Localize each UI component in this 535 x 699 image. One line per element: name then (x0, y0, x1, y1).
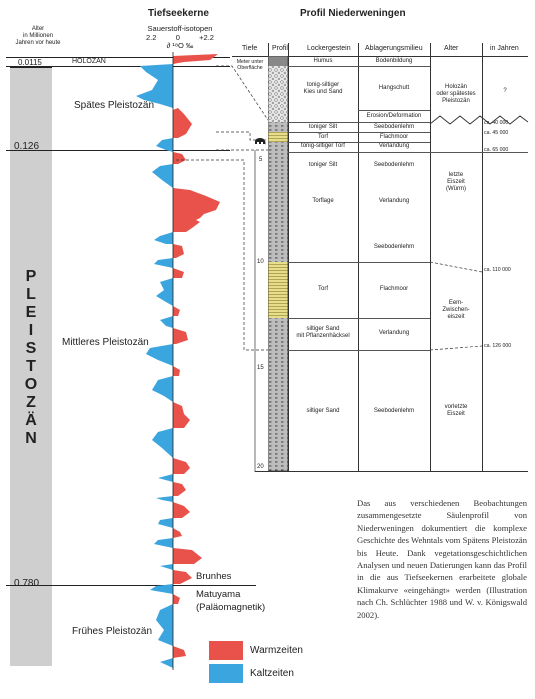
mag-matuyama: Matuyama (196, 589, 241, 600)
jahre-126: ca. 126 000 (484, 343, 512, 349)
alter-eem-2: Zwischen- (442, 307, 470, 313)
mi-verlandung2: Verlandung (378, 198, 410, 204)
col-tiefe: Tiefe (242, 45, 258, 52)
age-header-line1: Alter (31, 26, 45, 32)
tick-126: 0.126 (14, 141, 40, 152)
jahre-65: ca. 65 000 (484, 147, 509, 153)
mi-erosion: Erosion/Deformation (366, 113, 422, 119)
depth-5: 5 (259, 157, 263, 163)
alter-eem-1: Eem- (448, 300, 464, 306)
mi-verlandung3: Verlandung (378, 330, 410, 336)
isotope-scale-neg: 2.2 (146, 32, 157, 42)
age-header-line2: in Millionen (22, 33, 53, 39)
era-mittel: Mittleres Pleistozän (62, 337, 149, 348)
pleist-letter: L (26, 286, 36, 303)
col-lockergestein: Lockergestein (307, 45, 351, 52)
pleist-letter: T (26, 358, 36, 375)
pleist-letter: E (25, 304, 37, 321)
col-milieu: Ablagerungsmilieu (365, 45, 423, 52)
pleist-letter: Ä (25, 412, 37, 429)
jahre-45: ca. 45 000 (484, 130, 509, 136)
isotope-unit: ∂ ¹⁸O ‰ (166, 41, 194, 50)
alter-eem-3: eiszeit (447, 314, 465, 320)
figure-caption: Das aus verschiedenen Beobachtungen zusammengesetzte Säulenprofil von Niederweningen dokumentiert die komplexe Geschichte des Wehntals vom Spätens Pleistozän bis Heute. Dank vegetationsgeschichtlichen Analysen und neuen Datierungen kann das Profil in die aus Tiefseekernen erarbeitete globale Klimakurve «eingehängt» werden (Illustration nach Ch. Schlüchter 1988 und W. v. Königswald 2002). (357, 498, 527, 620)
isotope-header-label: Sauerstoff-isotopen (147, 24, 213, 33)
lg-kies-2: Kies und Sand (303, 89, 343, 95)
alter-vorletzte-1: vorletzte (444, 404, 468, 410)
alter-vorletzte-2: Eiszeit (447, 411, 465, 417)
lg-sand-pfl-2: mit Pflanzenhäcksel (296, 333, 350, 339)
mi-seeboden1: Seebodenlehm (373, 124, 415, 130)
lg-silt1: toniger Silt (308, 124, 338, 130)
tick-0115: 0.0115 (18, 58, 42, 67)
legend-warm-label: Warmzeiten (250, 645, 303, 656)
lg-sand: siltiger Sand (306, 408, 340, 414)
alter-eiszeit-3: (Würm) (446, 186, 466, 192)
depth-15: 15 (257, 365, 264, 371)
jahre-110: ca. 110 000 (484, 267, 511, 273)
depth-10: 10 (257, 259, 264, 265)
lg-kies-1: tonig-siltiger (306, 82, 340, 88)
jahre-q: ? (503, 88, 507, 94)
age-header-line3: Jahren vor heute (15, 40, 61, 46)
alter-eiszeit-2: Eiszeit (447, 179, 465, 185)
mi-flachmoor1: Flachmoor (379, 134, 409, 140)
isotope-scale-pos: +2.2 (199, 32, 214, 42)
jahre-40: ca. 40 000 (484, 120, 509, 126)
tick-780: 0.780 (14, 578, 40, 589)
col-jahre: in Jahren (490, 45, 519, 52)
holozaen-label: HOLOZÄN (72, 58, 106, 65)
lg-tonig-torf: tonig-siltiger Torf (301, 143, 345, 149)
depth-20: 20 (257, 464, 264, 470)
lg-torf1: Torf (317, 134, 328, 140)
tiefseekerne-title: Tiefseekerne (148, 8, 209, 19)
pleist-letter: I (28, 322, 34, 339)
alter-holozaen-2: oder spätestes (436, 91, 476, 97)
era-spaet: Spätes Pleistozän (74, 100, 155, 111)
alter-holozaen-3: Pleistozän (442, 98, 470, 104)
pleist-letter: P (25, 268, 37, 285)
mi-hang: Hangschutt (378, 85, 410, 91)
lg-silt2: toniger Silt (308, 162, 338, 168)
lg-torflage: Torflage (312, 198, 334, 204)
mi-seeboden3: Seebodenlehm (373, 244, 415, 250)
pleist-letter: S (25, 340, 37, 357)
era-frueh: Frühes Pleistozän (72, 626, 153, 637)
mi-seeboden2: Seebodenlehm (373, 162, 415, 168)
pleist-letter: Z (26, 394, 36, 411)
surface-line2: Oberfläche (237, 65, 263, 71)
mi-flachmoor2: Flachmoor (379, 286, 409, 292)
lg-sand-pfl-1: siltiger Sand (306, 326, 340, 332)
mi-boden: Bodenbildung (375, 58, 413, 64)
mi-seeboden4: Seebodenlehm (373, 408, 415, 414)
pleist-letter: O (24, 376, 38, 393)
legend-cold-label: Kaltzeiten (250, 668, 294, 679)
col-alter: Alter (444, 45, 459, 52)
profile-title: Profil Niederweningen (300, 8, 406, 19)
col-profil: Profil (272, 45, 288, 52)
alter-holozaen-1: Holozän (444, 84, 467, 90)
mi-verlandung1: Verlandung (378, 143, 410, 149)
surface-line1: Meter unter (236, 59, 264, 65)
lg-torf2: Torf (317, 286, 328, 292)
alter-eiszeit-1: letzte (448, 172, 464, 178)
lg-humus: Humus (313, 58, 333, 64)
mammoth-icon (254, 133, 266, 141)
pleist-letter: N (25, 430, 37, 447)
mag-palaeo: (Paläomagnetik) (196, 602, 266, 613)
mag-brunhes: Brunhes (196, 571, 232, 582)
isotope-scale-zero: 0 (175, 32, 180, 42)
